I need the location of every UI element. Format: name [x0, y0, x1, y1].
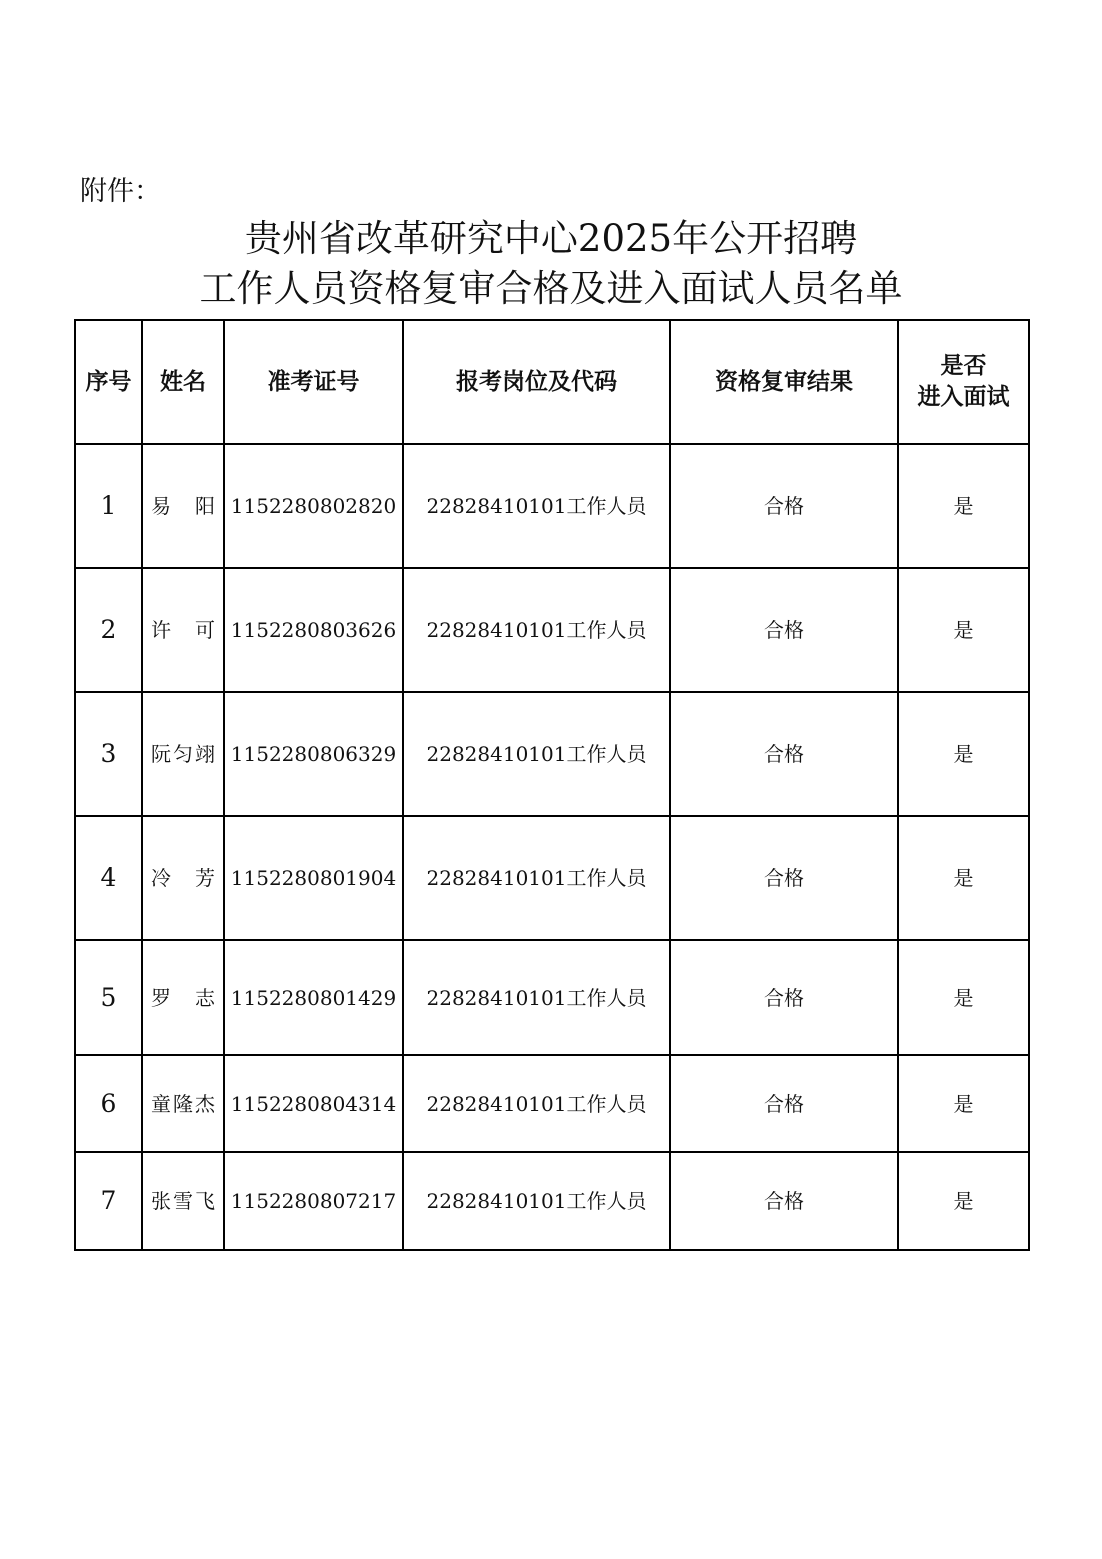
cell-no: 7	[75, 1152, 142, 1250]
header-interview-line-2: 进入面试	[917, 384, 1010, 410]
title-line-2: 工作人员资格复审合格及进入面试人员名单	[199, 267, 903, 310]
cell-no: 2	[75, 568, 142, 692]
cell-name: 阮匀翊	[142, 692, 224, 816]
cell-result: 合格	[670, 1055, 898, 1152]
cell-name: 许 可	[142, 568, 224, 692]
header-name: 姓名	[142, 320, 224, 444]
cell-ticket: 1152280804314	[224, 1055, 403, 1152]
table-row	[75, 940, 1029, 1055]
table-row	[75, 444, 1029, 568]
candidate-table	[74, 319, 1030, 1251]
table-row	[75, 1055, 1029, 1152]
table-row	[75, 1152, 1029, 1250]
cell-no: 6	[75, 1055, 142, 1152]
cell-ticket: 1152280801904	[224, 816, 403, 940]
cell-post: 22828410101工作人员	[403, 816, 670, 940]
cell-name: 冷 芳	[142, 816, 224, 940]
cell-result: 合格	[670, 568, 898, 692]
cell-name: 张雪飞	[142, 1152, 224, 1250]
cell-post: 22828410101工作人员	[403, 1152, 670, 1250]
title-line-1: 贵州省改革研究中心2025年公开招聘	[244, 217, 858, 260]
header-interview	[898, 320, 1029, 444]
cell-result: 合格	[670, 816, 898, 940]
cell-no: 5	[75, 940, 142, 1055]
cell-no: 3	[75, 692, 142, 816]
header-result: 资格复审结果	[670, 320, 898, 444]
cell-post: 22828410101工作人员	[403, 1055, 670, 1152]
cell-name: 童隆杰	[142, 1055, 224, 1152]
table-row	[75, 816, 1029, 940]
cell-post: 22828410101工作人员	[403, 692, 670, 816]
cell-ticket: 1152280806329	[224, 692, 403, 816]
cell-interview: 是	[898, 692, 1029, 816]
table-row	[75, 692, 1029, 816]
cell-name: 罗 志	[142, 940, 224, 1055]
table-header-row	[75, 320, 1029, 444]
cell-interview: 是	[898, 1055, 1029, 1152]
cell-interview: 是	[898, 568, 1029, 692]
cell-post: 22828410101工作人员	[403, 568, 670, 692]
cell-interview: 是	[898, 444, 1029, 568]
table-row	[75, 568, 1029, 692]
attachment-label: 附件：	[80, 176, 161, 207]
cell-result: 合格	[670, 1152, 898, 1250]
cell-interview: 是	[898, 940, 1029, 1055]
header-post: 报考岗位及代码	[403, 320, 670, 444]
cell-interview: 是	[898, 1152, 1029, 1250]
header-interview-line-1: 是否	[940, 353, 987, 379]
cell-ticket: 1152280802820	[224, 444, 403, 568]
header-no: 序号	[75, 320, 142, 444]
cell-name: 易 阳	[142, 444, 224, 568]
cell-no: 4	[75, 816, 142, 940]
cell-result: 合格	[670, 940, 898, 1055]
cell-post: 22828410101工作人员	[403, 940, 670, 1055]
cell-interview: 是	[898, 816, 1029, 940]
cell-ticket: 1152280803626	[224, 568, 403, 692]
cell-result: 合格	[670, 444, 898, 568]
header-ticket: 准考证号	[224, 320, 403, 444]
document-title	[0, 214, 1102, 314]
cell-no: 1	[75, 444, 142, 568]
cell-ticket: 1152280801429	[224, 940, 403, 1055]
cell-ticket: 1152280807217	[224, 1152, 403, 1250]
cell-post: 22828410101工作人员	[403, 444, 670, 568]
cell-result: 合格	[670, 692, 898, 816]
